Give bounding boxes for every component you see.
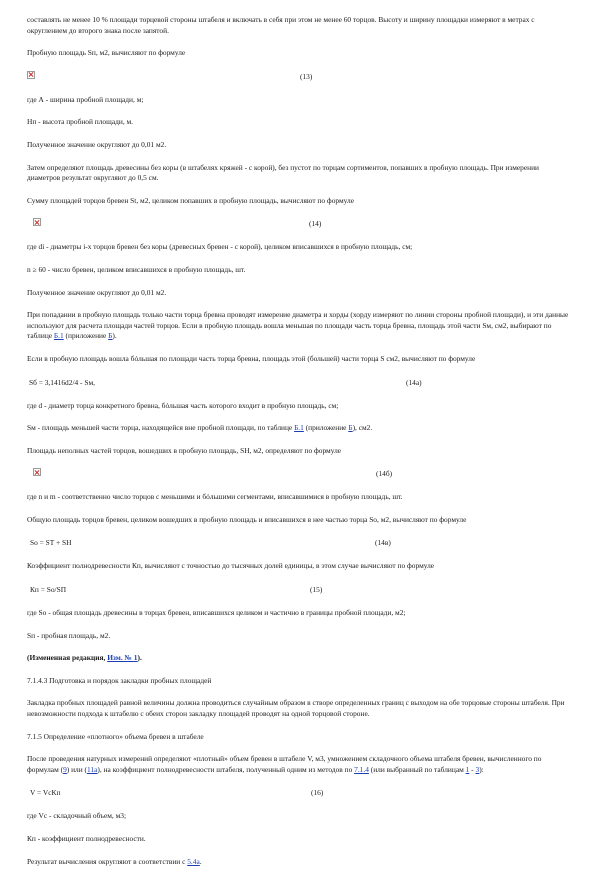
section-5-4a-link[interactable]: 5.4а (187, 856, 200, 866)
formula-14b-row (27, 468, 572, 480)
table-3-link[interactable]: 3 (475, 764, 480, 774)
paragraph: Нп - высота пробной площади, м. (27, 117, 134, 127)
paragraph: Общую площадь торцов бревен, целиком вошедших в пробную площадь и вписавшихся в нее частью торца Sо, м2, вычисляют по формуле (27, 514, 467, 524)
paragraph: Результат вычисления округляют в соответствии с 5.4а. (27, 856, 202, 866)
formula-11a-link[interactable]: 11а (87, 764, 98, 774)
formula-15-row (27, 584, 572, 596)
formula-9-link[interactable]: 9 (63, 764, 67, 774)
paragraph: Sм - площадь меньшей части торца, находящейся вне пробной площади, по таблице Б.1 (приложение Б), см2. (27, 423, 373, 433)
formula-number: (14б) (376, 469, 393, 479)
formula-text: Кп = So/SП (30, 585, 67, 595)
table-1-link[interactable]: 1 (465, 764, 470, 774)
paragraph: После проведения натурных измерений определяют «плотный» объем бревен в штабеле V, м3, умножением складочного объема штабеля бревен, вычисленного по формулам (9) или (11а), на коэффициент полнодревесности штабеля, полученный одним из методов по 7.1.4 (или выбранный по таблицам 1 - 3): (27, 754, 542, 774)
broken-image-icon (33, 468, 41, 476)
broken-image-icon (27, 71, 35, 79)
paragraph: где di - диаметры i-х торцов бревен без коры (древесных бревен - с корой), целиком вписавшихся в пробную площадь, см; (27, 242, 413, 252)
formula-14-row (27, 218, 572, 230)
formula-number: (14в) (375, 538, 391, 548)
formula-14a-row (27, 377, 572, 389)
paragraph: где n и m - соответственно число торцов с меньшими и бόльшими сегментами, вписавшимися в пробную площадь, шт. (27, 492, 403, 502)
formula-text: Sб = 3,1416d2/4 - Sм, (29, 377, 95, 387)
paragraph: При попадании в пробную площадь только части торца бревна проводят измерение диаметра и хорды (хорду измеряют по линии стороны пробной площади), и эти данные используют для расчета площади частей торцов. Если в пробную площадь вошла меньшая по площади часть торца бревна, площадь этой части Sм, см2, выбирают по таблице Б.1 (приложение Б). (27, 310, 569, 341)
paragraph: где А - ширина пробной площади, м; (27, 94, 144, 104)
formula-number: (14) (309, 219, 322, 229)
formula-number: (16) (311, 788, 324, 798)
formula-14v-row (27, 537, 572, 549)
paragraph: Затем определяют площадь древесины без коры (в штабелях кряжей - с корой), без пустот по торцам сортиментов, попавших в пробную площадь. При измерении диаметров результат округляют до 0,5 см. (27, 162, 540, 183)
appendix-b-link[interactable]: Б (348, 423, 353, 433)
paragraph: составлять не менее 10 % площади торцевой стороны штабеля и включать в себя при этом не менее 60 торцов. Высоту и ширину площадки измеряют в метрах с округлением до второго знака после запятой. (27, 15, 535, 35)
table-b1-link[interactable]: Б.1 (53, 331, 64, 341)
formula-number: (13) (300, 71, 313, 81)
paragraph: Кп - коэффициент полнодревесности. (27, 834, 146, 843)
section-heading: 7.1.4.3 Подготовка и порядок закладки пробных площадей (27, 675, 212, 685)
appendix-b-link[interactable]: Б (108, 331, 113, 341)
paragraph: (Измененная редакция, Изм. № 1). (27, 653, 142, 663)
paragraph: Если в пробную площадь вошла бόльшая по площади часть торца бревна, площадь этой (большей) части торца S см2, вычисляют по формуле (27, 353, 476, 363)
paragraph: Полученное значение округляют до 0,01 м2. (27, 287, 167, 297)
broken-image-icon (33, 218, 41, 226)
table-b1-link[interactable]: Б.1 (294, 423, 304, 433)
formula-text: So = ST + SН (30, 538, 72, 548)
document-page (27, 15, 572, 879)
paragraph: n ≥ 60 - число бревен, целиком вписавшихся в пробную площадь, шт. (27, 264, 246, 274)
paragraph: где d - диаметр торца конкретного бревна, бόльшая часть которого входит в пробную площадь, см; (27, 400, 339, 410)
formula-number: (15) (310, 585, 323, 595)
paragraph: Площадь неполных частей торцов, вошедших в пробную площадь, SН, м2, определяют по формуле (27, 445, 342, 455)
paragraph: Sп - пробная площадь, м2. (27, 630, 111, 640)
formula-13-row (27, 71, 572, 83)
amendment-link[interactable]: Изм. № 1 (107, 653, 138, 663)
paragraph: где Vс - складочный объем, м3; (27, 811, 127, 821)
paragraph: Закладка пробных площадей равной величины должна проводиться случайным образом в створе определенных границ с выходом на обе торцовые стороны штабеля. При невозможности подхода к штабелю с обеих сторон закладку площадей проводят на одной торцовой стороне. (27, 698, 565, 719)
paragraph: Пробную площадь Sп, м2, вычисляют по формуле (27, 48, 186, 58)
paragraph: Полученное значение округляют до 0,01 м2. (27, 139, 167, 149)
paragraph: где Sо - общая площадь древесины в торцах бревен, вписавшихся целиком и частично в границы пробной площади, м2; (27, 608, 406, 618)
section-heading: 7.1.5 Определение «плотного» объема бревен в штабеле (27, 731, 204, 741)
paragraph: Сумму площадей торцов бревен St, м2, целиком попавших в пробную площадь, вычисляют по формуле (27, 195, 355, 205)
formula-16-row (27, 787, 572, 799)
formula-text: V = VсКп (30, 788, 61, 798)
section-7-1-4-link[interactable]: 7.1.4 (354, 764, 369, 774)
formula-number: (14а) (406, 377, 422, 387)
paragraph: Коэффициент полнодревесности Кп, вычисляют с точностью до тысячных долей единицы, в этом случае вычисляют по формуле (27, 561, 435, 571)
